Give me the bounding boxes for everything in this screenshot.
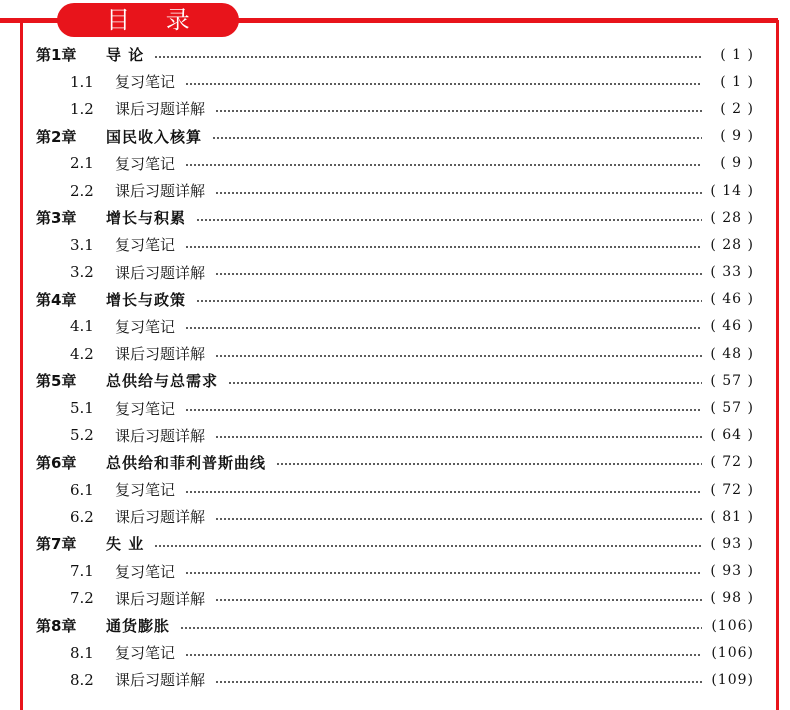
page-number: ( 98 ) [710, 590, 754, 607]
section-number: 3.2 [70, 263, 94, 282]
section-number: 2.2 [70, 181, 94, 200]
section-number: 3.1 [70, 235, 94, 254]
page-number: ( 93 ) [710, 563, 754, 580]
chapter-number: 第1章 [36, 46, 77, 65]
dot-leader [215, 354, 702, 358]
page-number: (109) [711, 671, 754, 688]
section-number: 5.1 [70, 399, 94, 418]
chapter-title: 国民收入核算 [106, 127, 203, 146]
toc-section-entry[interactable] [36, 585, 754, 612]
dot-leader [215, 191, 702, 195]
section-title: 课后习题详解 [115, 182, 206, 201]
dot-leader [276, 462, 702, 466]
toc-section-entry[interactable] [36, 340, 754, 367]
section-number: 4.2 [70, 344, 94, 363]
section-title: 课后习题详解 [115, 671, 206, 690]
toc-section-entry[interactable] [36, 68, 754, 95]
dot-leader [180, 626, 702, 630]
page-number: ( 1 ) [720, 46, 754, 63]
section-title: 复习笔记 [115, 317, 176, 336]
chapter-number: 第7章 [36, 535, 77, 554]
section-title: 复习笔记 [115, 562, 176, 581]
dot-leader [154, 544, 702, 548]
table-of-contents [36, 41, 754, 694]
section-title: 课后习题详解 [115, 589, 206, 608]
section-number: 8.2 [70, 670, 94, 689]
page-number: ( 57 ) [710, 400, 754, 417]
dot-leader [215, 680, 702, 684]
toc-section-entry[interactable] [36, 231, 754, 258]
toc-section-entry[interactable] [36, 639, 754, 666]
page-number: ( 64 ) [710, 427, 754, 444]
section-number: 7.2 [70, 589, 94, 608]
section-number: 4.1 [70, 317, 94, 336]
toc-chapter-entry[interactable] [36, 41, 754, 68]
dot-leader [185, 408, 702, 412]
page-number: ( 48 ) [710, 345, 754, 362]
dot-leader [196, 218, 702, 222]
toc-section-entry[interactable] [36, 259, 754, 286]
dot-leader [185, 245, 702, 249]
section-title: 复习笔记 [115, 154, 176, 173]
dot-leader [215, 272, 702, 276]
toc-chapter-entry[interactable] [36, 123, 754, 150]
dot-leader [185, 571, 702, 575]
section-title: 复习笔记 [115, 481, 176, 500]
toc-chapter-entry[interactable] [36, 530, 754, 557]
section-title: 课后习题详解 [115, 100, 206, 119]
toc-section-entry[interactable] [36, 422, 754, 449]
toc-section-entry[interactable] [36, 503, 754, 530]
section-number: 8.1 [70, 643, 94, 662]
dot-leader [185, 82, 702, 86]
section-number: 7.1 [70, 562, 94, 581]
dot-leader [215, 435, 702, 439]
page-number: ( 46 ) [710, 318, 754, 335]
page-number: (106) [711, 617, 754, 634]
section-title: 复习笔记 [115, 399, 176, 418]
section-title: 复习笔记 [115, 73, 176, 92]
page-number: ( 14 ) [710, 182, 754, 199]
page-number: ( 1 ) [720, 73, 754, 90]
toc-chapter-entry[interactable] [36, 449, 754, 476]
page-number: ( 72 ) [710, 481, 754, 498]
toc-section-entry[interactable] [36, 95, 754, 122]
chapter-number: 第6章 [36, 453, 77, 472]
chapter-number: 第3章 [36, 209, 77, 228]
page-number: ( 93 ) [710, 535, 754, 552]
section-number: 6.1 [70, 480, 94, 499]
page-number: ( 57 ) [710, 372, 754, 389]
toc-section-entry[interactable] [36, 313, 754, 340]
chapter-title: 失 业 [106, 535, 145, 554]
section-title: 课后习题详解 [115, 426, 206, 445]
page-number: ( 72 ) [710, 454, 754, 471]
dot-leader [212, 136, 702, 140]
page-number: ( 2 ) [720, 100, 754, 117]
chapter-number: 第2章 [36, 127, 77, 146]
page-number: ( 46 ) [710, 291, 754, 308]
toc-section-entry[interactable] [36, 177, 754, 204]
toc-chapter-entry[interactable] [36, 612, 754, 639]
section-title: 复习笔记 [115, 236, 176, 255]
page-number: ( 9 ) [720, 128, 754, 145]
section-number: 6.2 [70, 507, 94, 526]
toc-section-entry[interactable] [36, 558, 754, 585]
page-number: ( 28 ) [710, 236, 754, 253]
dot-leader [215, 517, 702, 521]
page-number: ( 33 ) [710, 264, 754, 281]
toc-section-entry[interactable] [36, 394, 754, 421]
chapter-number: 第8章 [36, 617, 77, 636]
dot-leader [215, 109, 702, 113]
section-number: 2.1 [70, 154, 94, 173]
section-number: 1.1 [70, 72, 94, 91]
section-number: 1.2 [70, 99, 94, 118]
toc-chapter-entry[interactable] [36, 286, 754, 313]
dot-leader [185, 163, 702, 167]
dot-leader [185, 326, 702, 330]
page-number: ( 28 ) [710, 209, 754, 226]
chapter-title: 增长与积累 [106, 209, 187, 228]
toc-section-entry[interactable] [36, 666, 754, 693]
page-number: ( 81 ) [710, 508, 754, 525]
chapter-title: 总供给和菲利普斯曲线 [106, 453, 267, 472]
chapter-number: 第5章 [36, 372, 77, 391]
dot-leader [215, 598, 702, 602]
dot-leader [228, 381, 702, 385]
section-number: 5.2 [70, 426, 94, 445]
toc-section-entry[interactable] [36, 476, 754, 503]
section-title: 课后习题详解 [115, 345, 206, 364]
chapter-title: 通货膨胀 [106, 617, 171, 636]
toc-chapter-entry[interactable] [36, 204, 754, 231]
chapter-number: 第4章 [36, 290, 77, 309]
page-number: ( 9 ) [720, 155, 754, 172]
section-title: 课后习题详解 [115, 263, 206, 282]
chapter-title: 总供给与总需求 [106, 372, 219, 391]
toc-chapter-entry[interactable] [36, 367, 754, 394]
dot-leader [154, 55, 702, 59]
toc-section-entry[interactable] [36, 150, 754, 177]
dot-leader [185, 490, 702, 494]
dot-leader [185, 653, 702, 657]
page-title: 目 录 [106, 6, 204, 34]
chapter-title: 增长与政策 [106, 290, 187, 309]
dot-leader [196, 299, 702, 303]
section-title: 复习笔记 [115, 644, 176, 663]
chapter-title: 导 论 [106, 46, 145, 65]
page-number: (106) [711, 644, 754, 661]
section-title: 课后习题详解 [115, 508, 206, 527]
